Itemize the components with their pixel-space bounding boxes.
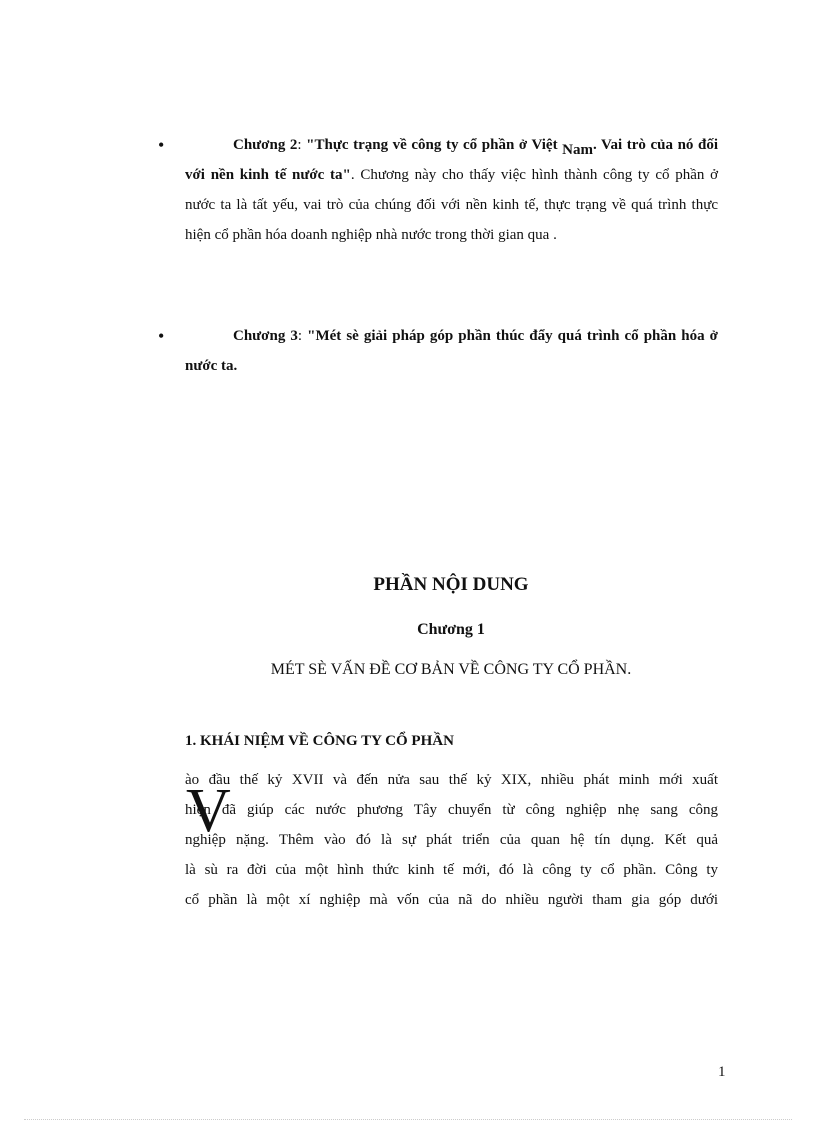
chapter-3-title: "Mét sè giải pháp góp phần thúc đẩy quá trình cổ phần hóa ở nước ta. xyxy=(185,328,718,374)
drop-cap: V xyxy=(186,777,231,845)
chapter-label: Chương 1 xyxy=(417,621,485,638)
chapter-title: MÉT SÈ VẤN ĐỀ CƠ BẢN VỀ CÔNG TY CỔ PHẦN. xyxy=(270,661,632,678)
body-line: là sù ra đời của một hình thức kinh tế mới, đó là công ty cổ phần. Công ty xyxy=(185,862,718,878)
page-number: 1 xyxy=(718,1064,726,1080)
bullet-icon: • xyxy=(158,135,165,155)
body-line: hiện đã giúp các nước phương Tây chuyển từ công nghiệp nhẹ sang công xyxy=(185,802,718,818)
chapter-3-bullet xyxy=(158,321,718,381)
body-paragraph xyxy=(185,765,718,915)
chapter-3-label: Chương 3 xyxy=(233,328,298,344)
section-heading: 1. KHÁI NIỆM VỀ CÔNG TY CỔ PHẦN xyxy=(185,733,454,749)
chapter-2-colon: : xyxy=(297,137,302,153)
body-line: cổ phần là một xí nghiệp mà vốn của nã do nhiều người tham gia góp dưới xyxy=(185,892,718,908)
chapter-3-colon: : xyxy=(297,328,303,344)
part-title: PHẦN NỘI DUNG xyxy=(373,574,529,595)
body-line: ào đầu thế kỷ XVII và đến nửa sau thế kỷ XIX, nhiều phát minh mới xuất xyxy=(185,772,718,788)
bullet-icon: • xyxy=(158,326,165,346)
chapter-2-title-b: . Vai trò của nó đối với nền kinh tế nước ta" xyxy=(185,137,718,183)
chapter-2-description: . Chương này cho thấy việc hình thành công ty cổ phần ở nước ta là tất yếu, vai trò của chúng đối với nền kinh tế, thực trạng về quá trình thực hiện cổ phần hóa doanh nghiệp nhà nước trong thời gian qua . xyxy=(185,167,718,243)
body-line: nghiệp nặng. Thêm vào đó là sự phát triển của quan hệ tín dụng. Kết quả xyxy=(185,832,718,848)
page-bottom-divider xyxy=(24,1119,792,1120)
chapter-2-title-sub: Nam xyxy=(562,142,593,158)
chapter-2-label: Chương 2 xyxy=(233,137,298,153)
chapter-2-title-a: "Thực trạng về công ty cổ phần ở Việt xyxy=(306,137,563,153)
chapter-2-bullet xyxy=(158,130,718,250)
